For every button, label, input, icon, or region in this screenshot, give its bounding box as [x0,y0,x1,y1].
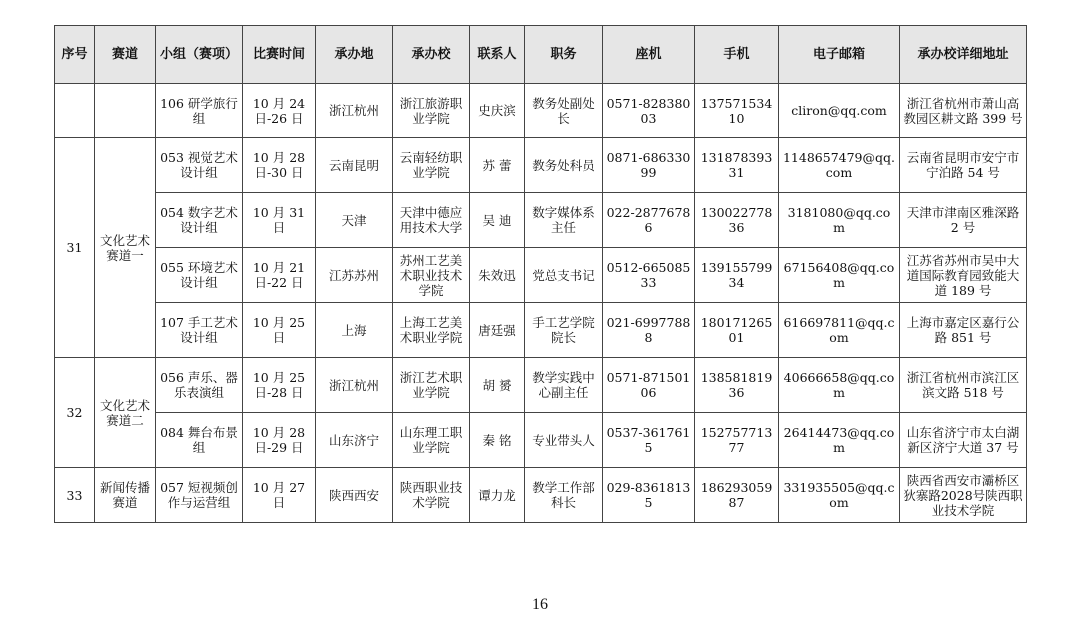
cell-city: 江苏苏州 [316,248,393,303]
cell-email[interactable]: 40666658@qq.com [779,358,900,413]
table-row [55,303,1027,358]
cell-item: 053 视觉艺术设计组 [156,138,243,193]
cell-position: 教务处副处长 [525,84,603,138]
cell-time: 10 月 27 日 [243,468,316,523]
cell-mobile: 13858181936 [695,358,779,413]
table-row [55,84,1027,138]
cell-time: 10 月 28 日-30 日 [243,138,316,193]
cell-email[interactable]: 3181080@qq.com [779,193,900,248]
cell-landline: 0571-82838003 [603,84,695,138]
cell-track: 文化艺术赛道一 [95,138,156,358]
cell-item: 107 手工艺术设计组 [156,303,243,358]
cell-address: 陕西省西安市灞桥区狄寨路2028号陕西职业技术学院 [900,468,1027,523]
cell-item: 056 声乐、器乐表演组 [156,358,243,413]
cell-position: 党总支书记 [525,248,603,303]
cell-city: 浙江杭州 [316,84,393,138]
header-city: 承办地 [316,26,393,84]
cell-email[interactable]: 26414473@qq.com [779,413,900,468]
header-email: 电子邮箱 [779,26,900,84]
cell-school: 苏州工艺美术职业技术学院 [393,248,470,303]
cell-track: 新闻传播赛道 [95,468,156,523]
cell-school: 浙江旅游职业学院 [393,84,470,138]
cell-landline: 0512-66508533 [603,248,695,303]
cell-address: 浙江省杭州市萧山高教园区耕文路 399 号 [900,84,1027,138]
cell-address: 天津市津南区雅深路 2 号 [900,193,1027,248]
cell-city: 浙江杭州 [316,358,393,413]
cell-position: 教学工作部科长 [525,468,603,523]
cell-seq: 31 [55,138,95,358]
table-row [55,468,1027,523]
cell-time: 10 月 25 日-28 日 [243,358,316,413]
cell-item: 055 环境艺术设计组 [156,248,243,303]
cell-address: 云南省昆明市安宁市宁泊路 54 号 [900,138,1027,193]
cell-school: 陕西职业技术学院 [393,468,470,523]
cell-school: 云南轻纺职业学院 [393,138,470,193]
cell-landline: 0571-87150106 [603,358,695,413]
header-item: 小组（赛项） [156,26,243,84]
cell-school: 上海工艺美术职业学院 [393,303,470,358]
cell-mobile: 18629305987 [695,468,779,523]
cell-seq: 33 [55,468,95,523]
cell-email[interactable]: 67156408@qq.com [779,248,900,303]
cell-city: 天津 [316,193,393,248]
table-row [55,413,1027,468]
cell-city: 云南昆明 [316,138,393,193]
header-track: 赛道 [95,26,156,84]
cell-contact: 吴 迪 [470,193,525,248]
table-body [55,84,1027,523]
cell-contact: 谭力龙 [470,468,525,523]
header-time: 比赛时间 [243,26,316,84]
header-contact: 联系人 [470,26,525,84]
cell-contact: 秦 铭 [470,413,525,468]
cell-city: 山东济宁 [316,413,393,468]
competition-table [54,25,1027,523]
cell-seq: 32 [55,358,95,468]
header-school: 承办校 [393,26,470,84]
cell-time: 10 月 24 日-26 日 [243,84,316,138]
header-address: 承办校详细地址 [900,26,1027,84]
cell-landline: 0871-68633099 [603,138,695,193]
table-row [55,358,1027,413]
cell-school: 浙江艺术职业学院 [393,358,470,413]
header-position: 职务 [525,26,603,84]
cell-position: 教务处科员 [525,138,603,193]
cell-mobile: 13187839331 [695,138,779,193]
cell-contact: 朱效迅 [470,248,525,303]
cell-address: 江苏省苏州市吴中大道国际教育园致能大道 189 号 [900,248,1027,303]
cell-mobile: 18017126501 [695,303,779,358]
cell-position: 教学实践中心副主任 [525,358,603,413]
cell-item: 106 研学旅行组 [156,84,243,138]
header-seq: 序号 [55,26,95,84]
cell-address: 上海市嘉定区嘉行公路 851 号 [900,303,1027,358]
cell-landline: 029-83618135 [603,468,695,523]
cell-time: 10 月 31 日 [243,193,316,248]
table-row [55,193,1027,248]
table-row [55,138,1027,193]
cell-address: 浙江省杭州市滨江区滨文路 518 号 [900,358,1027,413]
cell-email[interactable]: 616697811@qq.com [779,303,900,358]
cell-address: 山东省济宁市太白湖新区济宁大道 37 号 [900,413,1027,468]
cell-mobile: 13915579934 [695,248,779,303]
cell-mobile: 13002277836 [695,193,779,248]
cell-seq [55,84,95,138]
header-landline: 座机 [603,26,695,84]
cell-school: 天津中德应用技术大学 [393,193,470,248]
cell-mobile: 13757153410 [695,84,779,138]
cell-time: 10 月 28 日-29 日 [243,413,316,468]
cell-time: 10 月 21 日-22 日 [243,248,316,303]
cell-city: 陕西西安 [316,468,393,523]
cell-item: 084 舞台布景组 [156,413,243,468]
cell-school: 山东理工职业学院 [393,413,470,468]
cell-mobile: 15275771377 [695,413,779,468]
cell-landline: 021-69977888 [603,303,695,358]
page-number: 16 [532,596,548,613]
cell-email[interactable]: 331935505@qq.com [779,468,900,523]
cell-track: 文化艺术赛道二 [95,358,156,468]
cell-position: 数字媒体系主任 [525,193,603,248]
cell-position: 专业带头人 [525,413,603,468]
cell-track [95,84,156,138]
cell-item: 057 短视频创作与运营组 [156,468,243,523]
cell-contact: 胡 赟 [470,358,525,413]
cell-landline: 022-28776786 [603,193,695,248]
cell-city: 上海 [316,303,393,358]
cell-contact: 唐廷强 [470,303,525,358]
cell-email[interactable]: 1148657479@qq.com [779,138,900,193]
cell-landline: 0537-3617615 [603,413,695,468]
table-row [55,248,1027,303]
cell-email[interactable]: cliron@qq.com [779,84,900,138]
cell-time: 10 月 25 日 [243,303,316,358]
cell-contact: 苏 蕾 [470,138,525,193]
cell-position: 手工艺学院院长 [525,303,603,358]
cell-item: 054 数字艺术设计组 [156,193,243,248]
cell-contact: 史庆滨 [470,84,525,138]
header-mobile: 手机 [695,26,779,84]
header-row [55,26,1027,84]
